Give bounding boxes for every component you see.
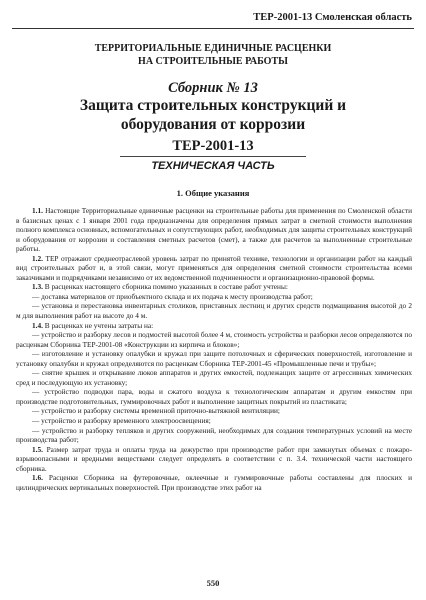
section-title: 1. Общие указания xyxy=(176,188,250,198)
body-text xyxy=(16,206,412,492)
document-code: ТЕР-2001-13 xyxy=(172,138,254,154)
paragraph-text: В расценках настоящего сборника помимо указанных в составе работ учтены: xyxy=(44,282,288,292)
paragraph-number: 1.1. xyxy=(32,206,43,215)
paragraph-number: 1.6. xyxy=(32,473,43,483)
paragraph-text: ТЕР отражают среднеотраслевой уровень затрат по принятой технике, технологии и организации работ на каждый вид строительных работ и, в этой связи, могут применяться для определения сметной стоимости строительства всеми заказчиками и подрядчиками независимо от их ведомственной подчиненности и организационно-правовой формы. xyxy=(16,253,413,282)
main-title-line-2: НА СТРОИТЕЛЬНЫЕ РАБОТЫ xyxy=(138,56,288,67)
paragraph-p10 xyxy=(16,387,412,406)
paragraph-p8 xyxy=(16,349,412,368)
paragraph-number: 1.5. xyxy=(32,444,43,454)
paragraph-text: — установка и перестановка инвентарных столиков, приставных лестниц и других средств подмащивания высотой до 2 м для выполнения работ на высоте до 4 м. xyxy=(16,301,412,321)
paragraph-text: — устройство и разборку системы временной приточно-вытяжной вентиляции; xyxy=(32,406,280,416)
paragraph-text: — доставка материалов от приобъектного склада и их подача к месту производства работ; xyxy=(32,291,313,301)
paragraph-text: — устройство подводки пара, воды и сжатого воздуха к технологическим аппаратам и другим емкостям при производстве подготовительных, гуммировочных работ и выполнение защитных покрытий из пластиката; xyxy=(16,387,412,406)
paragraph-p15 xyxy=(16,473,412,492)
paragraph-p4 xyxy=(16,292,412,302)
paragraph-p6 xyxy=(16,321,412,331)
page-number: 550 xyxy=(206,578,220,588)
paragraph-text: Расценки Сборника на футеровочные, оклеечные и гуммировочные работы составлены для плоских и цилиндрических вертикальных поверхностей. При производстве этих работ на xyxy=(16,473,412,492)
paragraph-text: — изготовление и установку опалубки и кружал при защите потолочных и сферических поверхностей, изготовление и установку опалубки и кружал определяются по расценкам Сборника ТЕР-2001-45 «Промышленные печи и трубы»; xyxy=(16,349,412,368)
paragraph-text: В расценках не учтены затраты на: xyxy=(44,320,154,330)
paragraph-text: Настоящие Территориальные единичные расценки на строительные работы для применения по Смоленской области в базисных ценах с 1 января 2001 года предназначены для определения прямых затрат в сметной стоимости выполнения полного комплекса основных, вспомогательных и сопутствующих работ, необходимых для защиты строительных конструкций и оборудования от коррозии и составления сметных расчетов (смет), а также для расчетов за выполненные строительные работы. xyxy=(16,206,412,254)
paragraph-p1 xyxy=(16,206,412,254)
code-rule xyxy=(120,156,306,157)
paragraph-text: Размер затрат труда и оплаты труда на дежурство при производстве работ при замкнутых объемах с пожаро-взрывоопасными и вредными веществами следует определять в соответствии с п. 3.4. технической части настоящего сборника. xyxy=(16,444,412,473)
paragraph-text: — снятие крышек и открывание люков аппаратов и других емкостей, подлежащих защите от агрессивных химических сред и последующую их установку; xyxy=(16,368,412,387)
running-header: ТЕР-2001-13 Смоленская область xyxy=(253,12,412,23)
paragraph-number: 1.2. xyxy=(32,253,43,263)
header-rule xyxy=(12,28,414,29)
main-title-line-1: ТЕРРИТОРИАЛЬНЫЕ ЕДИНИЧНЫЕ РАСЦЕНКИ xyxy=(94,43,332,54)
paragraph-text: — устройство и разборку лесов и подмостей высотой более 4 м, стоимость устройства и разборки лесов определяются по расценкам Сборника ТЕР-2001-08 «Конструкции из кирпича и блоков»; xyxy=(16,330,412,349)
paragraph-number: 1.3. xyxy=(32,282,43,292)
subject-title-line-1: Защита строительных конструкций и xyxy=(79,97,347,114)
collection-title: Сборник № 13 xyxy=(168,80,258,96)
paragraph-text: — устройство и разборку временного электроосвещения; xyxy=(32,416,211,426)
main-title xyxy=(0,42,426,68)
paragraph-p5 xyxy=(16,301,412,320)
paragraph-number: 1.4. xyxy=(32,320,43,330)
paragraph-p7 xyxy=(16,330,412,349)
paragraph-p9 xyxy=(16,368,412,387)
paragraph-p3 xyxy=(16,282,412,292)
paragraph-text: — устройство и разборку тепляков и других сооружений, необходимых для создания температурных условий на месте производства работ; xyxy=(16,425,412,445)
paragraph-p13 xyxy=(16,426,412,445)
paragraph-p14 xyxy=(16,445,412,474)
technical-part-heading: ТЕХНИЧЕСКАЯ ЧАСТЬ xyxy=(151,160,275,172)
subject-title-line-2: оборудования от коррозии xyxy=(120,116,306,133)
paragraph-p2 xyxy=(16,254,412,283)
paragraph-p11 xyxy=(16,406,412,416)
paragraph-p12 xyxy=(16,416,412,426)
subject-title xyxy=(0,96,426,134)
